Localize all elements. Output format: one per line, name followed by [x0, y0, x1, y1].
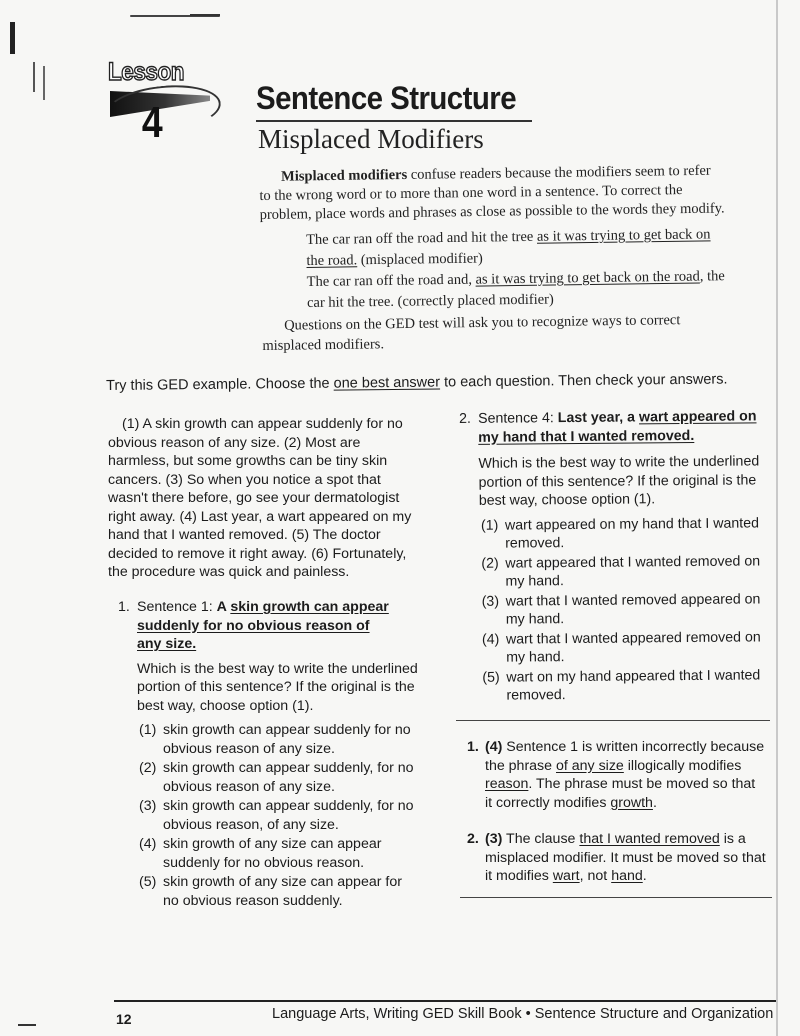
scan-tick-mark — [33, 62, 35, 92]
title-underline — [256, 120, 532, 122]
question-1-prompt: Which is the best way to write the underlined portion of this sentence? If the original is the best way, choose option (1). — [137, 660, 418, 714]
intro-paragraph: Misplaced modifiers confuse readers because the modifiers seem to refer to the wrong word or to more than one word in a sentence. To correct the problem, place words and phrases as close as possible to the words they modify. — [259, 162, 725, 223]
scan-edge-mark — [10, 22, 15, 54]
question-2-prompt: Which is the best way to write the underlined portion of this sentence? If the original is the best way, choose option (1). — [478, 453, 760, 509]
question-1-options — [118, 721, 438, 910]
intro-closing: Questions on the GED test will ask you to recognize ways to correct misplaced modifiers. — [262, 312, 681, 354]
passage: (1) A skin growth can appear suddenly for no obvious reason of any size. (2) Most are harmless, but some growths can be tiny skin cancers. (3) So when you notice a spot that wasn't there before, go see your dermatologist right away. (4) Last year, a wart appeared on my hand that I wanted removed. (5) The doctor decided to remove it right away. (6) Fortunately, the procedure was quick and painless. — [108, 416, 412, 580]
footer-text: Language Arts, Writing GED Skill Book • Sentence Structure and Organization — [272, 1006, 774, 1022]
option[interactable]: (3) wart that I wanted removed appeared on my hand. — [481, 590, 761, 628]
option[interactable]: (5) skin growth of any size can appear for no obvious reason suddenly. — [139, 874, 402, 909]
question-2-sentence: Sentence 4: Last year, a wart appeared on my hand that I wanted removed. — [478, 408, 757, 446]
option[interactable]: (2) wart appeared that I wanted removed on my hand. — [481, 552, 761, 590]
scan-bottom-mark — [18, 1024, 36, 1026]
lesson-badge-swoosh — [103, 80, 223, 138]
option[interactable]: (2) skin growth can appear suddenly, for no obvious reason of any size. — [139, 760, 414, 795]
misplaced-phrase: as it was trying to get back on — [536, 226, 711, 245]
answer-box-bottom-rule — [460, 897, 772, 898]
option[interactable]: (3) skin growth can appear suddenly, for no obvious reason, of any size. — [139, 798, 414, 833]
answer-2: 2. (3) The clause that I wanted removed is a misplaced modifier. It must be moved so that it modifies wart, not hand. — [467, 831, 766, 884]
page-number: 12 — [116, 1011, 132, 1027]
question-2: 2. Sentence 4: Last year, a wart appeared on my hand that I wanted removed. Which is the best way to write the underlined portion of this sentence? If the original is the best way, choose option (1). (1) wart appeared on my hand that I wanted removed. (2) wart appeared that I wanted removed on my hand. (3) wart that I wanted removed appeared on my hand. (4) wart that I wanted appeared removed on my hand. (5) wart on my hand appeared that I wanted removed. — [459, 407, 780, 706]
page-subtitle: Misplaced Modifiers — [258, 124, 484, 154]
footer-rule — [114, 1000, 776, 1002]
option[interactable]: (5) wart on my hand appeared that I wanted removed. — [482, 666, 761, 704]
lesson-number: 4 — [141, 98, 163, 147]
answer-1: 1. (4) Sentence 1 is written incorrectly because the phrase of any size illogically modifies reason. The phrase must be moved so that it correctly modifies growth. — [467, 739, 765, 811]
option[interactable]: (4) wart that I wanted appeared removed on my hand. — [481, 628, 761, 666]
option[interactable]: (1) wart appeared on my hand that I wanted removed. — [480, 514, 760, 552]
instructions: Try this GED example. Choose the one best answer to each question. Then check your answers. — [106, 371, 728, 394]
question-1-sentence: Sentence 1: A skin growth can appear suddenly for no obvious reason of any size. — [137, 599, 389, 652]
correct-phrase: as it was trying to get back on the road — [475, 268, 700, 288]
question-1: 1. Sentence 1: A skin growth can appear suddenly for no obvious reason of any size. Which is the best way to write the underlined portion of this sentence? If the original is the best way, choose option (1). (1) skin growth can appear suddenly for no obvious reason of any size. (2) skin growth can appear suddenly, for no obvious reason of any size. (3) skin growth can appear suddenly, for no obvious reason, of any size. (4) skin growth of any size can appear suddenly for no obvious reason. (5) skin growth of any size can appear for no obvious reason suddenly. — [118, 598, 438, 911]
scan-tick-mark — [43, 66, 45, 100]
answer-box-top-rule — [456, 720, 770, 721]
question-2-options — [460, 514, 780, 706]
option[interactable]: (4) skin growth of any size can appear suddenly for no obvious reason. — [139, 836, 382, 871]
lesson-label: Lesson — [108, 58, 185, 86]
scan-top-mark — [190, 14, 220, 16]
intro-term: Misplaced modifiers — [281, 166, 408, 185]
example-sentences: The car ran off the road and hit the tree as it was trying to get back on the road. (misplaced modifier) The car ran off the road and, as it was trying to get back on the road, the car hit the tree. (correctly placed modifier) — [306, 226, 725, 311]
page-title: Sentence Structure — [256, 80, 517, 116]
option[interactable]: (1) skin growth can appear suddenly for no obvious reason of any size. — [139, 722, 411, 757]
